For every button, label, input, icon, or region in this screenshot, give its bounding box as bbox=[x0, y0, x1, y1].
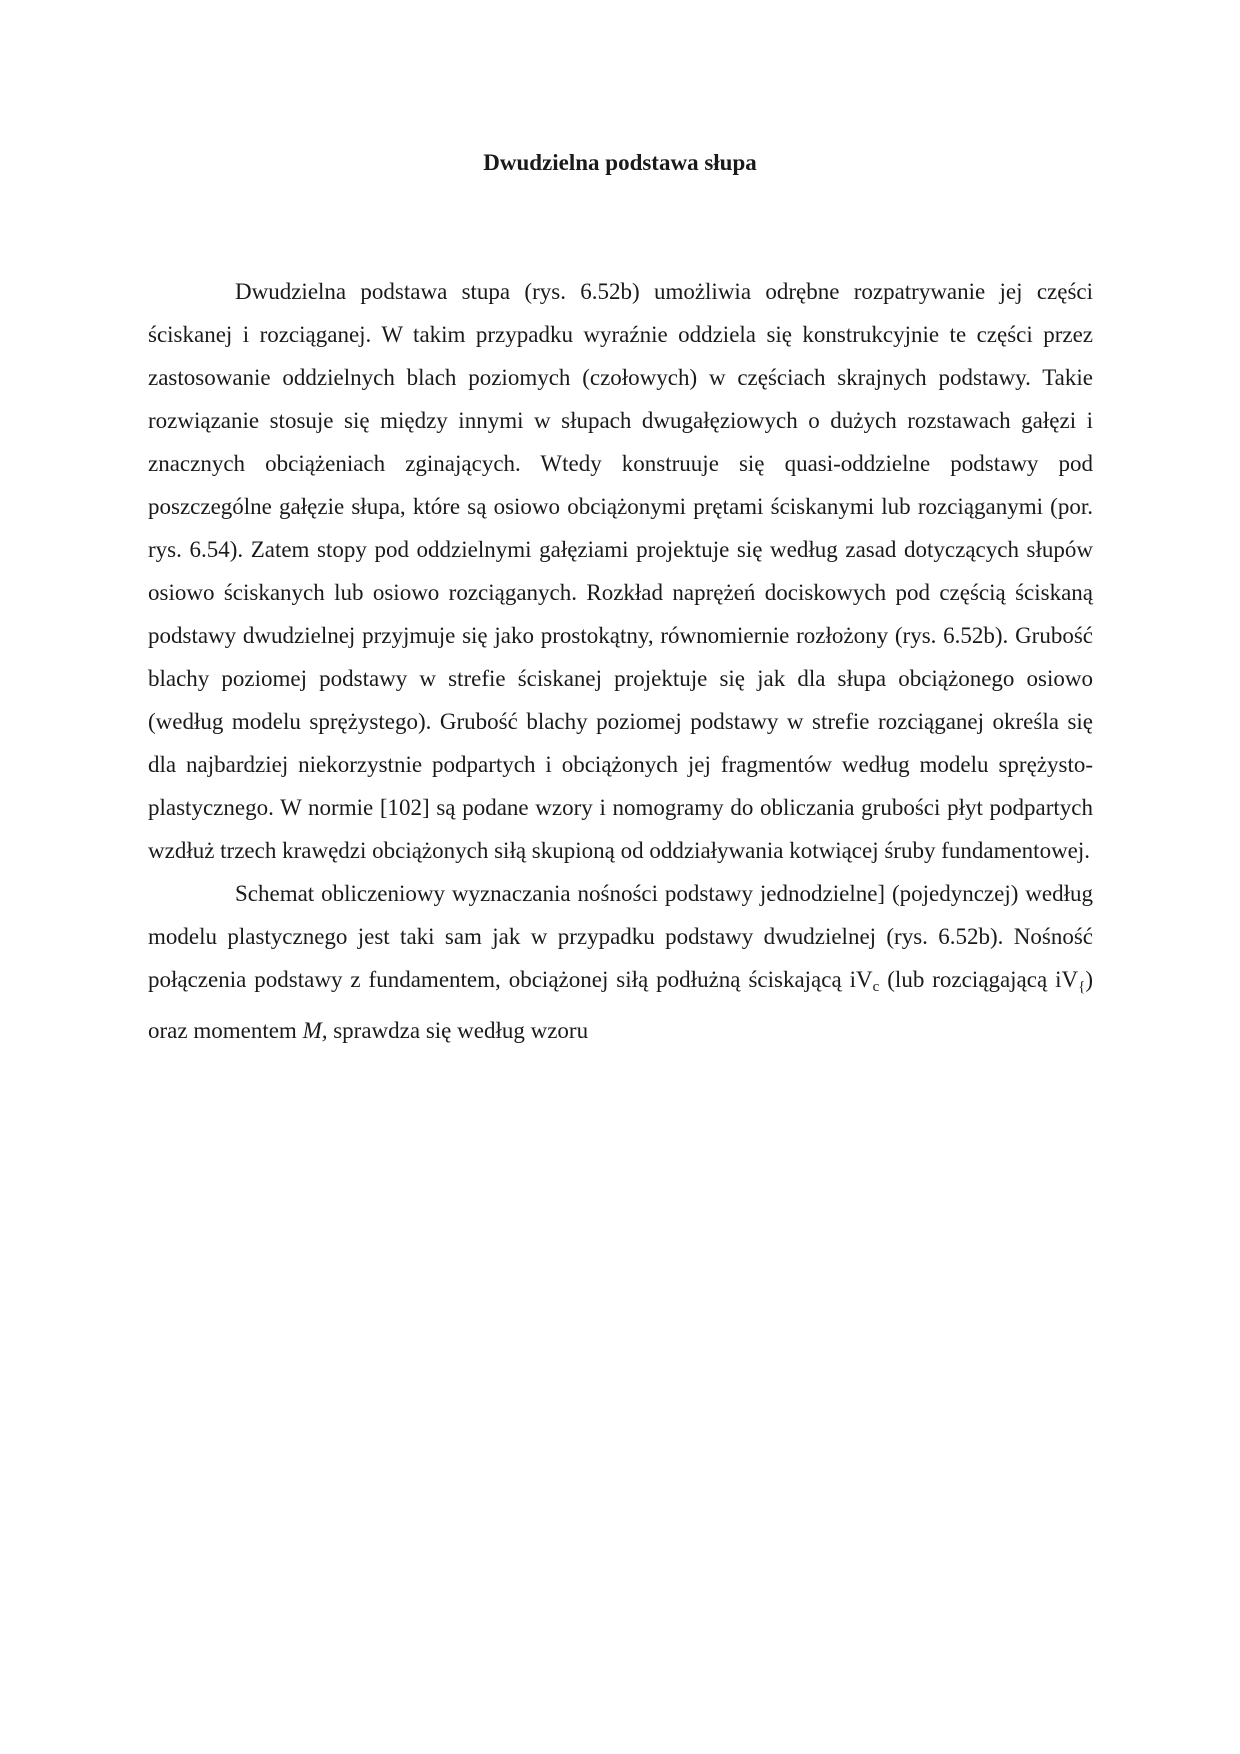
paragraph-2-text-3: ) oraz momentem bbox=[148, 967, 1094, 1043]
moment-symbol: M, bbox=[302, 1018, 328, 1043]
paragraph-2-text-1: Schemat obliczeniowy wyznaczania nośności podstawy jednodzielne] (pojedynczej) według modelu plastycznego jest taki sam jak w przypadku podstawy dwudzielnej (rys. 6.52b). Nośność połączenia podstawy z fundamentem, obciążonej siłą podłużną ściskającą iV bbox=[148, 881, 1093, 992]
subscript-t: { bbox=[1078, 979, 1086, 995]
document-body bbox=[148, 270, 1093, 1052]
page-title: Dwudzielna podstawa słupa bbox=[483, 150, 757, 175]
paragraph-2-text-4: sprawdza się według wzoru bbox=[327, 1018, 589, 1043]
paragraph-1: Dwudzielna podstawa stupa (rys. 6.52b) umożliwia odrębne rozpatrywanie jej części ściskanej i rozciąganej. W takim przypadku wyraźnie oddziela się konstrukcyjnie te części przez zastosowanie oddzielnych blach poziomych (czołowych) w częściach skrajnych podstawy. Takie rozwiązanie stosuje się między innymi w słupach dwugałęziowych o dużych rozstawach gałęzi i znacznych obciążeniach zginających. Wtedy konstruuje się quasi-oddzielne podstawy pod poszczególne gałęzie słupa, które są osiowo obciążonymi prętami ściskanymi lub rozciąganymi (por. rys. 6.54). Zatem stopy pod oddzielnymi gałęziami projektuje się według zasad dotyczących słupów osiowo ściskanych lub osiowo rozciąganych. Rozkład naprężeń dociskowych pod częścią ściskaną podstawy dwudzielnej przyjmuje się jako prostokątny, równomiernie rozłożony (rys. 6.52b). Grubość blachy poziomej podstawy w strefie ściskanej projektuje się jak dla słupa obciążonego osiowo (według modelu sprężystego). Grubość blachy poziomej podstawy w strefie rozciąganej określa się dla najbardziej niekorzystnie podpartych i obciążonych jej fragmentów według modelu sprężysto-plastycznego. W normie [102] są podane wzory i nomogramy do obliczania grubości płyt podpartych wzdłuż trzech krawędzi obciążonych siłą skupioną od oddziaływania kotwiącej śruby fundamentowej. bbox=[148, 279, 1093, 863]
paragraph-2-text-2: (lub rozciągającą iV bbox=[879, 967, 1079, 992]
subscript-c: c bbox=[872, 979, 880, 995]
paragraph-2 bbox=[148, 872, 1093, 1052]
